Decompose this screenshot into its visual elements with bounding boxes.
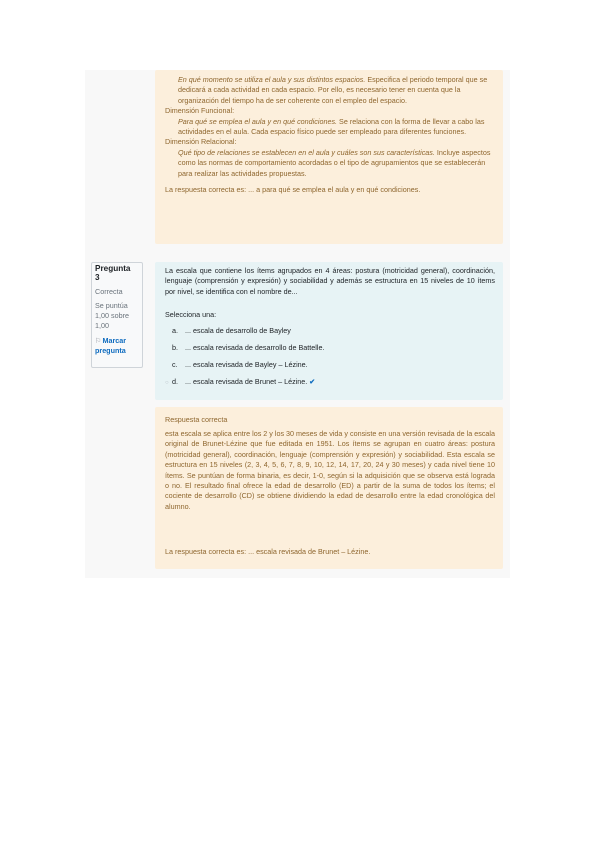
question-number: Pregunta 3 [95,264,131,282]
right-answer-text: La respuesta correcta es: ... escala revisada de Brunet – Lézine. [165,547,371,556]
radio-icon[interactable]: ○ [165,380,169,386]
answer-option-selected[interactable]: ○ d. ... escala revisada de Brunet – Lézine. ✔ [165,376,315,388]
check-icon: ✔ [309,377,316,386]
question-grade: Se puntúa 1,00 sobre 1,00 [95,301,129,330]
feedback-paragraph: Qué tipo de relaciones se establecen en el aula y cuáles son sus características. Incluye aspectos como las normas de comportamiento acordadas o el tipo de agrupamientos que se establecerán para realizar las actividades propuestas. [178,147,491,178]
previous-feedback-panel [155,70,503,244]
feedback-paragraph: En qué momento se utiliza el aula y sus distintos espacios. Especifica el periodo temporal que se dedicará a cada actividad en cada espacio. Por ello, es necesario tener en cuenta que la organización del tiempo ha de ser coherente con el empleo del espacio. [178,75,488,105]
flag-icon: ⚐ [95,336,102,345]
question-state: Correcta [95,287,123,296]
answer-option[interactable]: c. ... escala revisada de Bayley – Lézine. [172,360,308,369]
answer-option[interactable]: a. ... escala de desarrollo de Bayley [172,326,291,335]
dimension-heading: Dimensión Relacional: [165,137,237,147]
answer-prompt: Selecciona una: [165,310,217,319]
question-text: La escala que contiene los ítems agrupados en 4 áreas: postura (motricidad general), coordinación, lenguaje (comprensión y expresión) y sociabilidad y además se estructura en 15 niveles de 10 ítems por nivel, se identifica con el nombre de... [165,266,495,296]
feedback-explanation: esta escala se aplica entre los 2 y los 30 meses de vida y consiste en una versión revisada de la escala original de Brunet-Lézine que fue editada en 1951. Los ítems se agrupan en cuatro áreas: postura (motricidad general), coordinación, lenguaje (comprensión y expresión) y sociabilidad. Esta escala se estructura en 15 niveles (2, 3, 4, 5, 6, 7, 8, 9, 10, 12, 14, 17, 20, 24 y 30 meses) y cada nivel tiene 10 ítems. Se puntúan de forma binaria, es decir, 1-0, según si la adquisición que se observa está lograda o no. El resultado final ofrece la edad de desarrollo (ED) a partir de la suma de todos los ítems; el cociente de desarrollo (CD) se obtiene dividiendo la edad de desarrollo entre la edad cronológica del alumno. [165,429,496,511]
right-answer-text: La respuesta correcta es: ... a para qué se emplea el aula y en qué condiciones. [165,185,421,195]
question-panel [155,262,503,400]
flag-question-link[interactable]: ⚐Marcar pregunta [95,336,127,355]
question-info [91,262,143,368]
feedback-header: Respuesta correcta [165,415,228,424]
question-feedback-panel [155,407,503,569]
feedback-paragraph: Para qué se emplea el aula y en qué condiciones. Se relaciona con la forma de llevar a cabo las actividades en el aula. Cada espacio físico puede ser empleado para diferentes funciones. [178,116,485,137]
answer-option[interactable]: b. ... escala revisada de desarrollo de Battelle. [172,343,325,352]
dimension-heading: Dimensión Funcional: [165,106,235,116]
